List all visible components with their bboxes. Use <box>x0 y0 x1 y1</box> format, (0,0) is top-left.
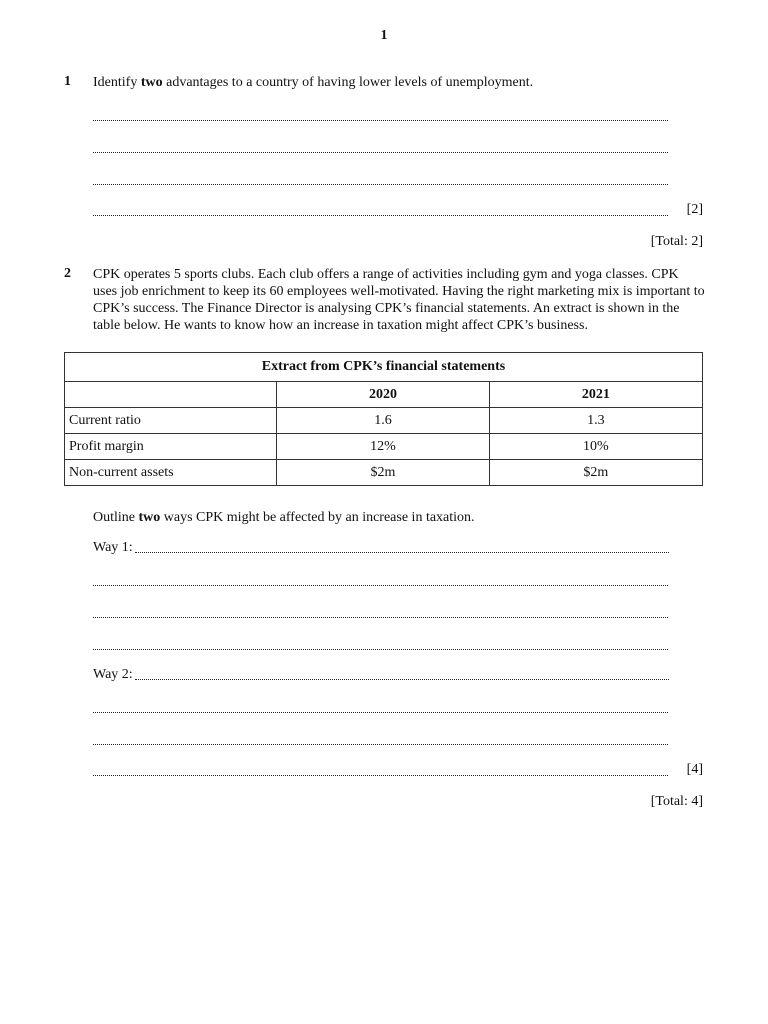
answer-line[interactable] <box>93 199 668 216</box>
row-label: Profit margin <box>65 434 277 460</box>
question-2-total: [Total: 4] <box>650 794 703 809</box>
table-header-2021: 2021 <box>489 382 702 408</box>
value-2021: 1.3 <box>489 408 702 434</box>
table-caption: Extract from CPK’s financial statements <box>65 353 703 382</box>
question-1-marks: [2] <box>686 202 703 217</box>
way-1-line[interactable] <box>93 540 669 556</box>
row-label: Current ratio <box>65 408 277 434</box>
value-2020: 12% <box>277 434 489 460</box>
table-header-2020: 2020 <box>277 382 489 408</box>
question-2-task <box>93 509 705 526</box>
value-2021: 10% <box>489 434 702 460</box>
answer-line[interactable] <box>93 696 668 713</box>
table-header-blank <box>65 382 277 408</box>
table-row <box>65 408 703 434</box>
question-2-task-bold: two <box>138 510 161 525</box>
answer-line[interactable] <box>93 601 668 618</box>
question-2-intro: CPK operates 5 sports clubs. Each club offers a range of activities including gym and yoga classes. CPK uses job enrichment to keep its 60 employees well-motivated. Having the right marketing mix is important to CPK’s success. The Finance Director is analysing CPK’s financial statements. An extract is shown in the table below. He wants to know how an increase in taxation might affect CPK’s business. <box>93 267 705 333</box>
question-2-marks: [4] <box>686 762 703 777</box>
row-label: Non-current assets <box>65 460 277 486</box>
question-2-task-post: ways CPK might be affected by an increase in taxation. <box>160 510 475 525</box>
question-1-prompt <box>93 74 705 91</box>
answer-line[interactable] <box>93 104 668 121</box>
answer-line[interactable] <box>93 759 668 776</box>
way-2-dots[interactable] <box>135 667 669 680</box>
value-2021: $2m <box>489 460 702 486</box>
value-2020: $2m <box>277 460 489 486</box>
answer-line[interactable] <box>93 569 668 586</box>
question-1-prompt-post: advantages to a country of having lower levels of unemployment. <box>162 75 534 90</box>
question-1-prompt-pre: Identify <box>93 75 141 90</box>
financial-statements-table <box>64 352 703 486</box>
answer-line[interactable] <box>93 728 668 745</box>
question-1-total: [Total: 2] <box>650 234 703 249</box>
way-1-dots[interactable] <box>135 540 669 553</box>
way-1-label: Way 1: <box>93 540 133 555</box>
way-2-label: Way 2: <box>93 667 133 682</box>
question-2-task-pre: Outline <box>93 510 139 525</box>
answer-line[interactable] <box>93 168 668 185</box>
table-row <box>65 460 703 486</box>
value-2020: 1.6 <box>277 408 489 434</box>
page-number: 1 <box>380 28 388 43</box>
question-1-number: 1 <box>64 74 71 89</box>
question-2-number: 2 <box>64 266 71 281</box>
question-1-prompt-bold: two <box>140 75 163 90</box>
way-2-line[interactable] <box>93 667 669 683</box>
answer-line[interactable] <box>93 136 668 153</box>
table-header-row <box>65 382 703 408</box>
table-row <box>65 434 703 460</box>
answer-line[interactable] <box>93 633 668 650</box>
